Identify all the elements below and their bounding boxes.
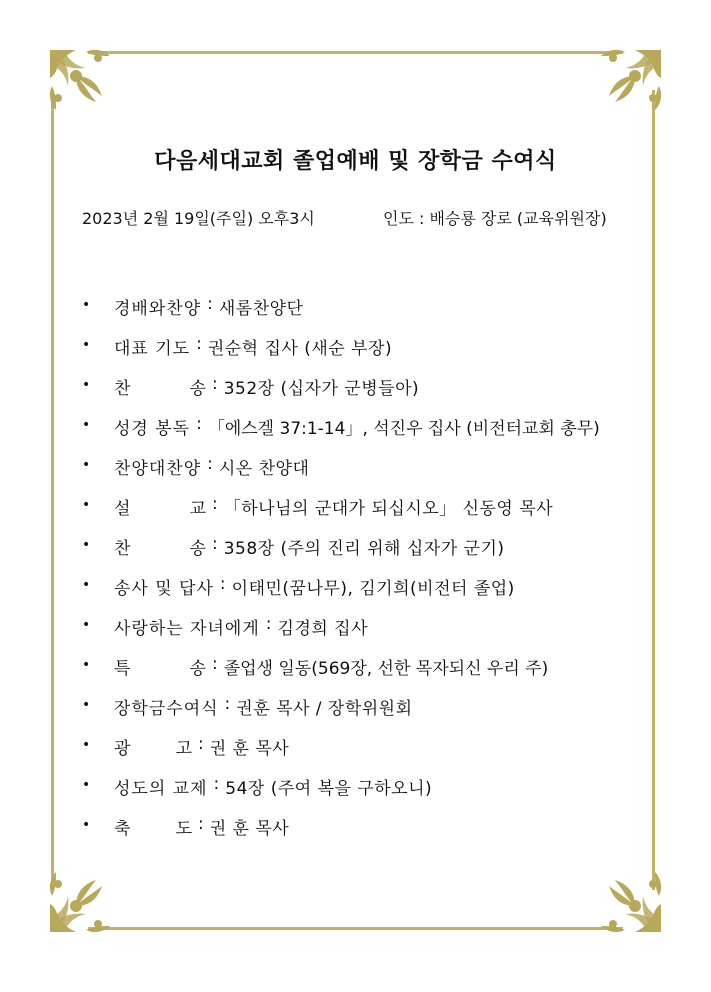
program-item-label [114, 494, 206, 519]
program-item-label-last: 송 [189, 659, 206, 679]
program-item [82, 454, 652, 494]
program-list [82, 294, 652, 854]
program-item-value: 권순혁 집사 (새순 부장) [207, 339, 393, 359]
program-item-label: 장학금수여식 [114, 699, 219, 719]
bullet-icon: • [82, 297, 91, 313]
program-item-label-last: 송 [189, 379, 206, 399]
label-separator: : [198, 734, 204, 754]
program-item [82, 494, 652, 534]
program-item [82, 654, 652, 694]
bullet-icon: • [82, 657, 91, 673]
program-item-label [114, 734, 192, 759]
label-separator: : [207, 294, 213, 314]
program-item-label-first: 설 [114, 499, 131, 519]
program-item-label: 사랑하는 자녀에게 [114, 619, 260, 639]
frame-bottom-line [88, 927, 623, 930]
program-item-value: 권 훈 목사 [209, 739, 290, 759]
bullet-icon: • [82, 337, 91, 353]
program-item [82, 334, 652, 374]
program-item [82, 814, 652, 854]
bullet-icon: • [82, 417, 91, 433]
bullet-icon: • [82, 497, 91, 513]
program-item-label-first: 특 [114, 659, 131, 679]
program-item [82, 694, 652, 734]
program-item-value: 이태민(꿈나무), 김기희(비전터 졸업) [231, 579, 515, 599]
bullet-icon: • [82, 577, 91, 593]
program-item-label: 경배와찬양 [114, 299, 202, 319]
frame-top-line [88, 51, 623, 54]
program-item [82, 574, 652, 614]
program-item-label-last: 교 [189, 499, 206, 519]
label-separator: : [212, 374, 218, 394]
program-item-label-last: 고 [175, 739, 192, 759]
program-item-label-first: 찬 [114, 539, 131, 559]
program-item [82, 414, 652, 454]
program-item-label-last: 송 [189, 539, 206, 559]
program-item-label: 대표 기도 [114, 339, 191, 359]
bullet-icon: • [82, 697, 91, 713]
corner-ornament-top-right-icon [585, 46, 665, 126]
bullet-icon: • [82, 737, 91, 753]
program-item-label: 찬양대찬양 [114, 459, 202, 479]
program-item [82, 374, 652, 414]
program-item-label-first: 축 [114, 819, 131, 839]
corner-ornament-bottom-left-icon [46, 856, 126, 936]
bullet-icon: • [82, 777, 91, 793]
bullet-icon: • [82, 377, 91, 393]
program-item [82, 774, 652, 814]
program-item [82, 734, 652, 774]
program-item [82, 534, 652, 574]
label-separator: : [265, 614, 272, 634]
program-item-label: 성경 봉독 [114, 419, 191, 439]
label-separator: : [212, 494, 218, 514]
program-item-value: 358장 (주의 진리 위해 십자가 군기) [223, 539, 505, 559]
program-item-value: 352장 (십자가 군병들아) [223, 379, 420, 399]
program-item-label [114, 534, 206, 559]
label-separator: : [213, 774, 220, 794]
program-item-label [114, 374, 206, 399]
label-separator: : [196, 414, 202, 434]
bullet-icon: • [82, 617, 91, 633]
program-item [82, 294, 652, 334]
program-item-value: 권 훈 목사 [209, 819, 290, 839]
label-separator: : [224, 694, 231, 714]
program-item-label: 성도의 교제 [114, 779, 208, 799]
document-title: 다음세대교회 졸업예배 및 장학금 수여식 [154, 149, 557, 174]
program-item-label [114, 654, 206, 679]
event-date-time: 2023년 2월 19일(주일) 오후3시 [82, 209, 315, 228]
frame-right-line [652, 90, 655, 890]
frame-left-line [51, 90, 54, 890]
corner-ornament-bottom-right-icon [585, 856, 665, 936]
program-item-value: 54장 (주여 복을 구하오니) [225, 779, 433, 799]
label-separator: : [212, 654, 218, 674]
label-separator: : [207, 454, 213, 474]
program-item-value: 새롬찬양단 [218, 299, 304, 319]
program-item-label-first: 광 [114, 739, 131, 759]
program-item-value: 시온 찬양대 [218, 459, 310, 479]
bullet-icon: • [82, 537, 91, 553]
label-separator: : [198, 814, 204, 834]
program-item-value: 졸업생 일동(569장, 선한 목자되신 우리 주) [223, 659, 549, 679]
program-item-label-last: 도 [175, 819, 192, 839]
bullet-icon: • [82, 817, 91, 833]
program-item [82, 614, 652, 654]
program-item-label-first: 찬 [114, 379, 131, 399]
worship-leader: 인도 : 배승룡 장로 (교육위원장) [383, 209, 607, 228]
program-item-value: 「에스겔 37:1-14」, 석진우 집사 (비전터교회 총무) [207, 419, 600, 439]
label-separator: : [196, 334, 202, 354]
label-separator: : [212, 534, 218, 554]
corner-ornament-top-left-icon [46, 46, 126, 126]
label-separator: : [219, 574, 226, 594]
program-item-label [114, 814, 192, 839]
program-item-value: 김경희 집사 [277, 619, 369, 639]
program-item-value: 권훈 목사 / 장학위원회 [236, 699, 413, 719]
program-item-label: 송사 및 답사 [114, 579, 214, 599]
program-item-value: 「하나님의 군대가 되십시오」 신동영 목사 [223, 499, 554, 519]
bullet-icon: • [82, 457, 91, 473]
